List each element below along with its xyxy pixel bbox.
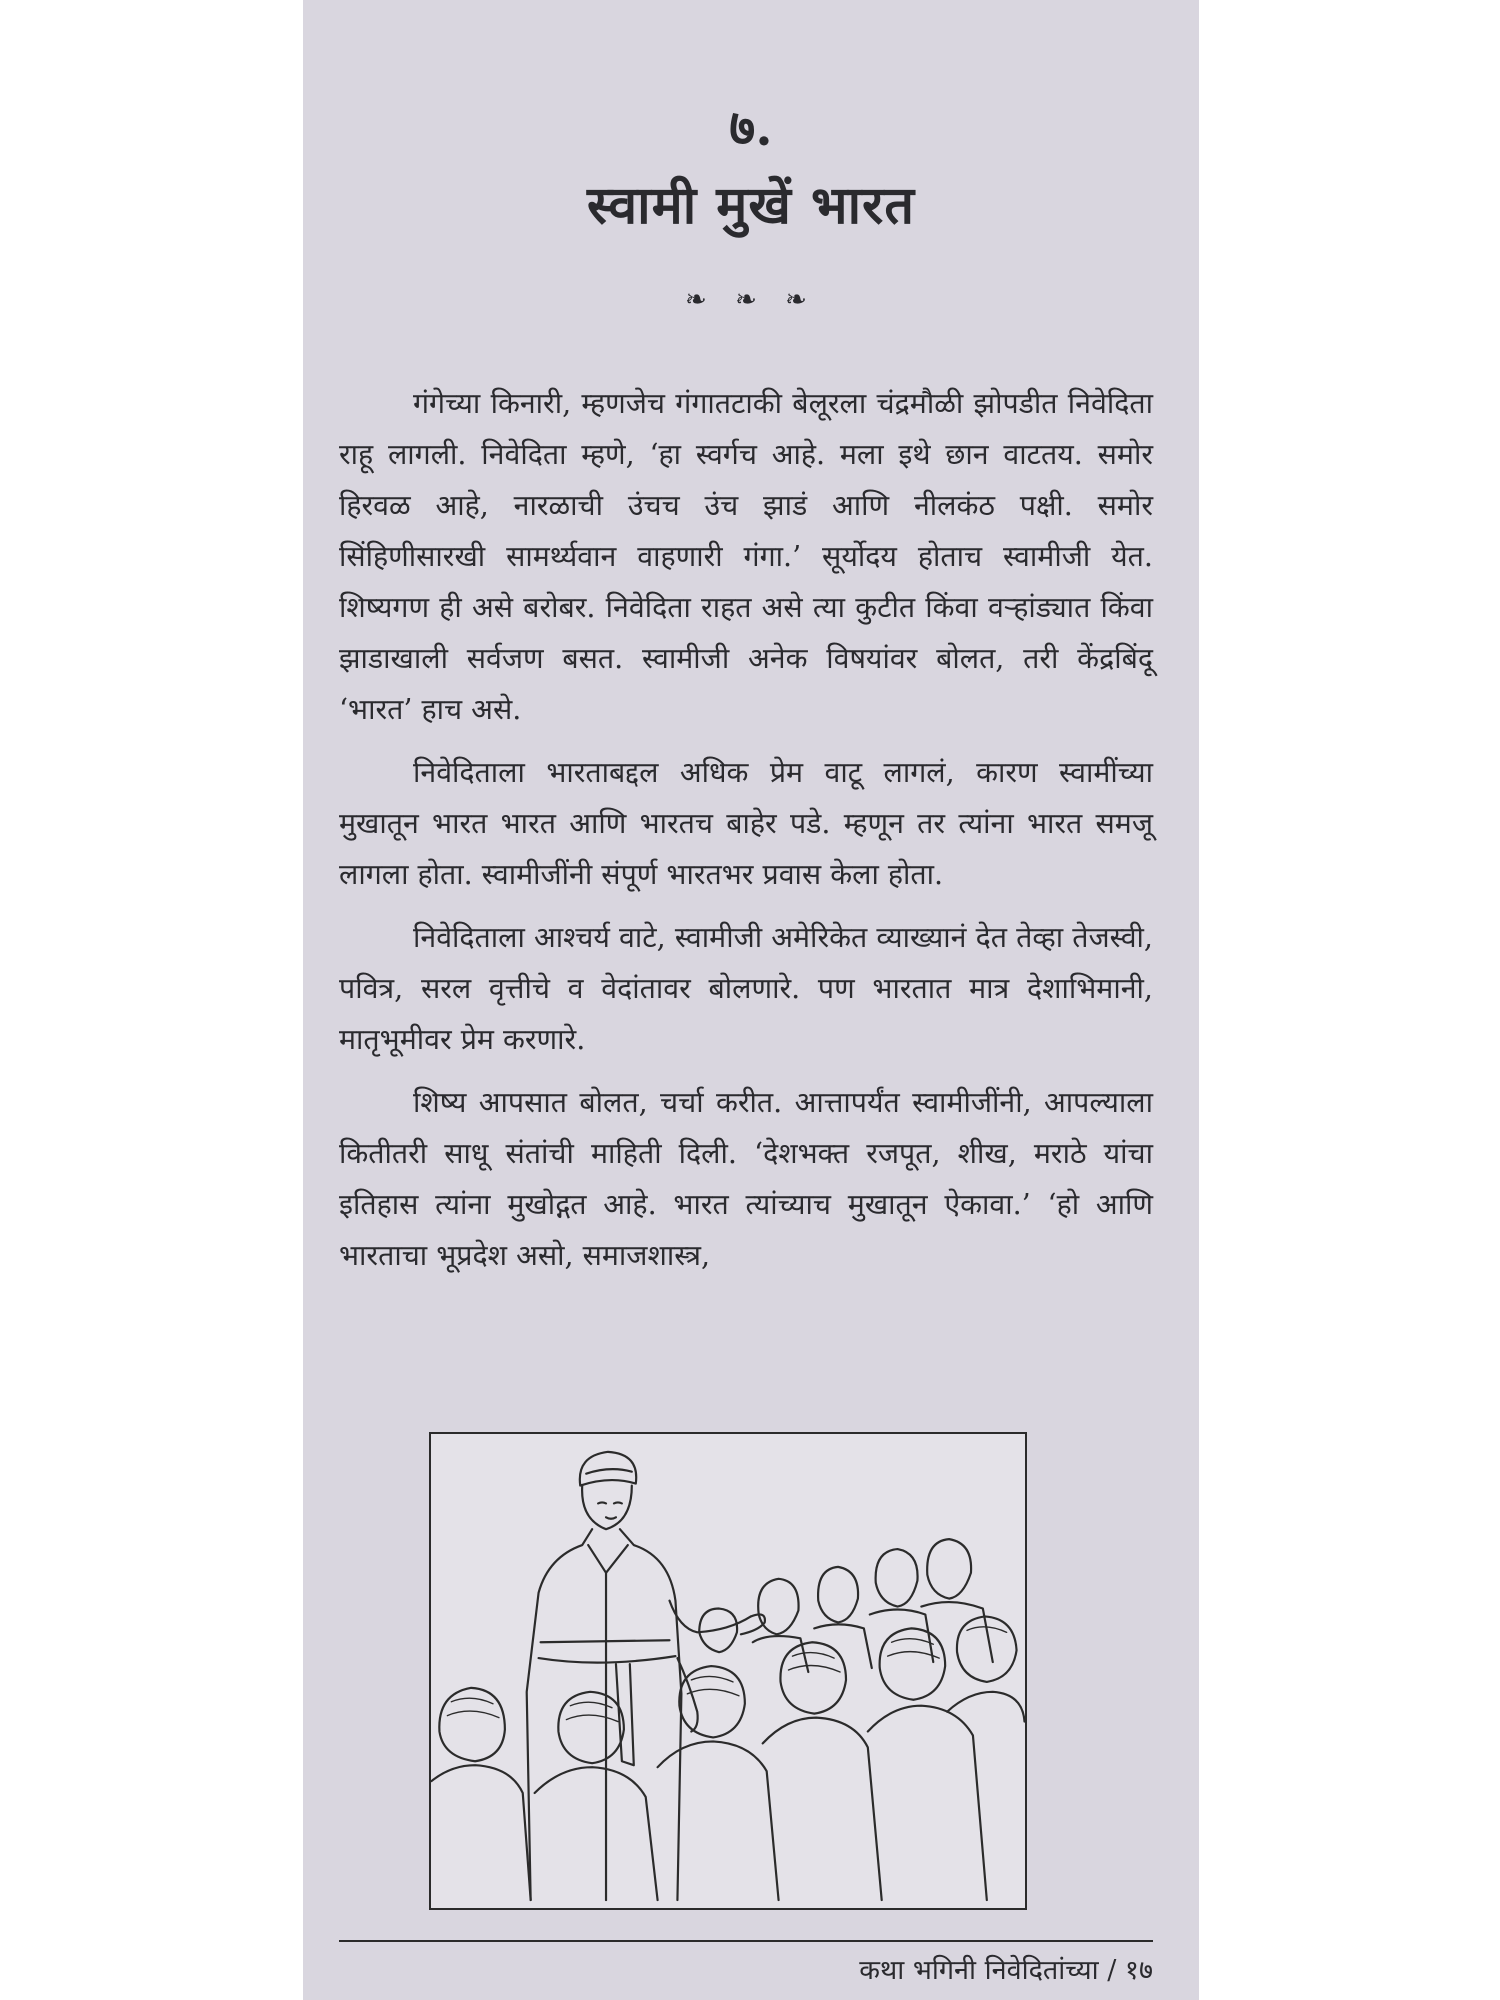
audience-back-row: [699, 1539, 993, 1672]
ornament-divider-icon: ❧ ❧ ❧: [685, 285, 817, 315]
illustration-swami-addressing-audience: [429, 1432, 1027, 1910]
book-page: [303, 0, 1199, 2000]
illustration-drawing: [431, 1434, 1025, 1908]
paragraph: निवेदिताला भारताबद्दल अधिक प्रेम वाटू लागलं, कारण स्वामींच्या मुखातून भारत भारत आणि भारतच बाहेर पडे. म्हणून तर त्यांना भारत समजू लागला होता. स्वामीजींनी संपूर्ण भारतभर प्रवास केला होता.: [339, 756, 1153, 891]
speaker-face: [582, 1486, 632, 1530]
chapter-number: ७.: [729, 98, 773, 157]
speaker-arm: [669, 1601, 750, 1633]
hair-hatching: [447, 1627, 1006, 1722]
running-footer-page-number: कथा भगिनी निवेदितांच्या / १७: [859, 1955, 1153, 1986]
audience-front-row: [432, 1616, 1025, 1900]
paragraph: निवेदिताला आश्चर्य वाटे, स्वामीजी अमेरिकेत व्याख्यानं देत तेव्हा तेजस्वी, पवित्र, सरल वृत्तीचे व वेदांतावर बोलणारे. पण भारतात मात्र देशाभिमानी, मातृभूमीवर प्रेम करणारे.: [339, 921, 1153, 1056]
chapter-body: [339, 378, 1153, 1293]
paragraph: गंगेच्या किनारी, म्हणजेच गंगातटाकी बेलूरला चंद्रमौळी झोपडीत निवेदिता राहू लागली. निवेदिता म्हणे, ‘हा स्वर्गच आहे. मला इथे छान वाटतय. समोर हिरवळ आहे, नारळाची उंचच उंच झाडं आणि नीलकंठ पक्षी. समोर सिंहिणीसारखी सामर्थ्यवान वाहणारी गंगा.’ सूर्योदय होताच स्वामीजी येत. शिष्यगण ही असे बरोबर. निवेदिता राहत असे त्या कुटीत किंवा वऱ्हांड्यात किंवा झाडाखाली सर्वजण बसत. स्वामीजी अनेक विषयांवर बोलत, तरी केंद्रबिंदू ‘भारत’ हाच असे.: [339, 387, 1153, 726]
paragraph: शिष्य आपसात बोलत, चर्चा करीत. आत्तापर्यंत स्वामीजींनी, आपल्याला कितीतरी साधू संतांची माहिती दिली. ‘देशभक्त रजपूत, शीख, मराठे यांचा इतिहास त्यांना मुखोद्गत आहे. भारत त्यांच्याच मुखातून ऐकावा.’ ‘हो आणि भारताचा भूप्रदेश असो, समाजशास्त्र,: [339, 1086, 1153, 1272]
chapter-title: स्वामी मुखें भारत: [587, 175, 915, 236]
footer-rule: [339, 1940, 1153, 1942]
